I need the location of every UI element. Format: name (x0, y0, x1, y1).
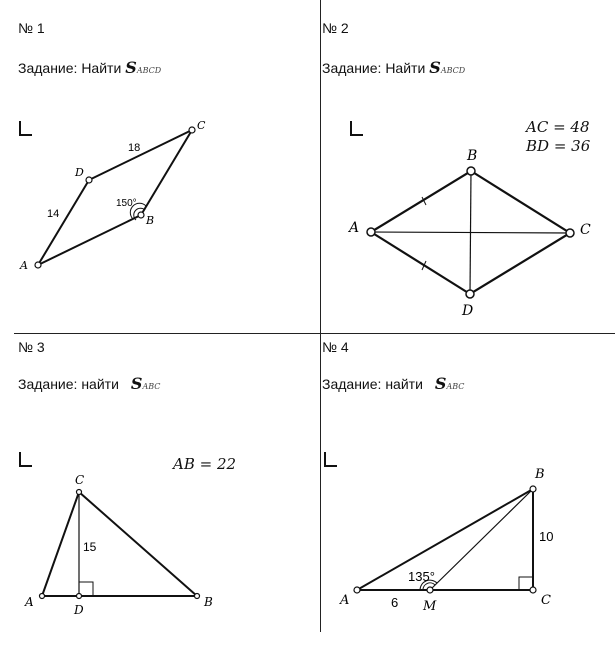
figure-4-triangle (339, 467, 553, 614)
label-d: D (74, 603, 84, 617)
figure-1-parallelogram (19, 119, 206, 272)
label-a: A (349, 220, 360, 236)
task-label-1: Задание: Найти (18, 60, 122, 76)
label-c: C (580, 222, 591, 238)
label-c: C (197, 119, 206, 132)
label-a: A (25, 595, 34, 609)
given-ab: AB = 22 (173, 455, 237, 473)
side-label-dc: 18 (128, 142, 141, 154)
diagonal-bd (470, 171, 471, 294)
task-label-4: Задание: найти (322, 376, 423, 392)
problem-number-4: № 4 (322, 339, 349, 355)
vertex-point-b (138, 212, 144, 218)
label-d: D (462, 303, 474, 319)
problem-number-2: № 2 (322, 20, 349, 36)
target-symbol-3: S (130, 374, 143, 393)
figure-3-triangle (24, 473, 213, 617)
side-label-am: 6 (391, 595, 399, 610)
target-subscript-3: ABC (142, 382, 161, 391)
label-c: C (75, 473, 85, 487)
problem-number-1: № 1 (18, 20, 45, 36)
task-label-3: Задание: найти (18, 376, 119, 392)
vertex-point-m (427, 587, 433, 593)
label-d: D (75, 166, 84, 179)
vertex-point-d (466, 290, 474, 298)
label-b: B (204, 595, 213, 609)
vertex-point-a (354, 587, 360, 593)
vertex-point-c (566, 229, 574, 237)
target-subscript-2: ABCD (440, 66, 466, 75)
vertex-point-b (530, 486, 536, 492)
label-b: B (467, 148, 478, 164)
target-subscript-1: ABCD (136, 66, 162, 75)
label-c: C (541, 593, 551, 608)
parallelogram-abcd (38, 130, 192, 265)
given-ac: AC = 48 (526, 118, 590, 136)
vertex-point-d (86, 177, 92, 183)
angle-label-m: 135° (408, 569, 435, 584)
side-label-cd: 15 (83, 540, 97, 554)
target-symbol-1: S (125, 58, 137, 77)
vertex-point-c (189, 127, 195, 133)
vertex-point-a (40, 594, 45, 599)
label-b: B (535, 467, 545, 482)
vertex-point-a (35, 262, 41, 268)
target-subscript-4: ABC (446, 382, 465, 391)
angle-label-b: 150° (116, 198, 137, 209)
vertex-point-b (195, 594, 200, 599)
label-m: M (423, 599, 437, 614)
vertex-point-c (530, 587, 536, 593)
triangle-abc (42, 492, 197, 596)
problem-number-3: № 3 (18, 339, 45, 355)
target-symbol-2: S (429, 58, 441, 77)
label-a: A (340, 593, 350, 608)
vertex-point-d (77, 594, 82, 599)
side-label-bc: 10 (539, 529, 554, 544)
target-symbol-4: S (434, 374, 447, 393)
side-label-ad: 14 (47, 208, 60, 220)
given-bd: BD = 36 (526, 137, 591, 155)
vertex-point-c (77, 490, 82, 495)
vertex-point-b (467, 167, 475, 175)
vertex-point-a (367, 228, 375, 236)
label-b: B (146, 214, 155, 227)
task-label-2: Задание: Найти (322, 60, 426, 76)
figure-2-rhombus (347, 148, 591, 319)
label-a: A (20, 259, 28, 272)
